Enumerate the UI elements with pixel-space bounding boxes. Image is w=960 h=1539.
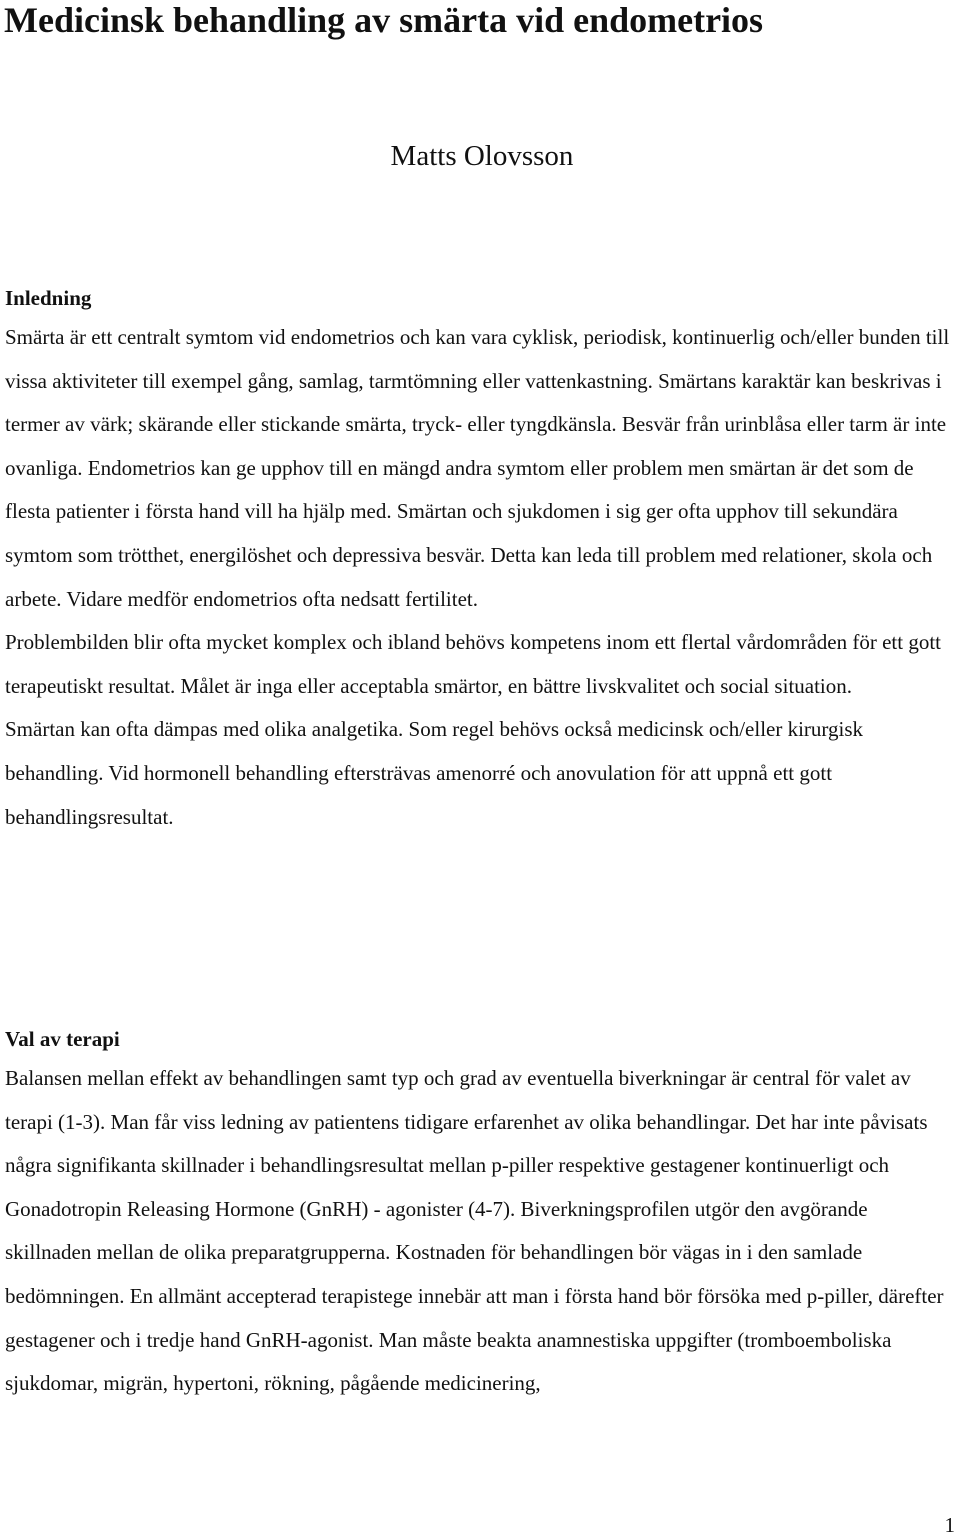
paragraph: Smärta är ett centralt symtom vid endometrios och kan vara cyklisk, periodisk, kontinuerlig och/eller bunden till vissa aktiviteter till exempel gång, samlag, tarmtömning eller vattenkastning. Smärtans karaktär kan beskrivas i termer av värk; skärande eller stickande smärta, tryck- eller tyngdkänsla. Besvär från urinblåsa eller tarm är inte ovanliga. Endometrios kan ge upphov till en mängd andra symtom eller problem men smärtan är det som de flesta patienter i första hand vill ha hjälp med. Smärtan och sjukdomen i sig ger ofta upphov till sekundära symtom som trötthet, energilöshet och depressiva besvär. Detta kan leda till problem med relationer, skola och arbete. Vidare medför endometrios ofta nedsatt fertilitet. xyxy=(5,325,950,611)
section-introduction xyxy=(5,281,955,839)
section-heading: Val av terapi xyxy=(5,1027,120,1051)
paragraph: Problembilden blir ofta mycket komplex och ibland behövs kompetens inom ett flertal vårdområden för ett gott terapeutiskt resultat. Målet är inga eller acceptabla smärtor, en bättre livskvalitet och social situation. xyxy=(5,630,942,698)
author-name: Matts Olovsson xyxy=(390,140,574,172)
document-title: Medicinsk behandling av smärta vid endometrios xyxy=(4,0,764,40)
paragraph: Smärtan kan ofta dämpas med olika analgetika. Som regel behövs också medicinsk och/eller kirurgisk behandling. Vid hormonell behandling eftersträvas amenorré och anovulation för att uppnå ett gott behandlingsresultat. xyxy=(5,717,864,829)
section-therapy-choice xyxy=(5,1022,955,1406)
page-number: 1 xyxy=(944,1513,955,1537)
section-heading: Inledning xyxy=(5,286,92,310)
paragraph: Balansen mellan effekt av behandlingen samt typ och grad av eventuella biverkningar är central för valet av terapi (1-3). Man får viss ledning av patientens tidigare erfarenhet av olika behandlingar. Det har inte påvisats några signifikanta skillnader i behandlingsresultat mellan p-piller respektive gestagener kontinuerligt och Gonadotropin Releasing Hormone (GnRH) - agonister (4-7). Biverkningsprofilen utgör den avgörande skillnaden mellan de olika preparatgrupperna. Kostnaden för behandlingen bör vägas in i den samlade bedömningen. En allmänt accepterad terapistege innebär att man i första hand bör försöka med p-piller, därefter gestagener och i tredje hand GnRH-agonist. Man måste beakta anamnestiska uppgifter (tromboemboliska sjukdomar, migrän, hypertoni, rökning, pågående medicinering, xyxy=(5,1066,944,1396)
